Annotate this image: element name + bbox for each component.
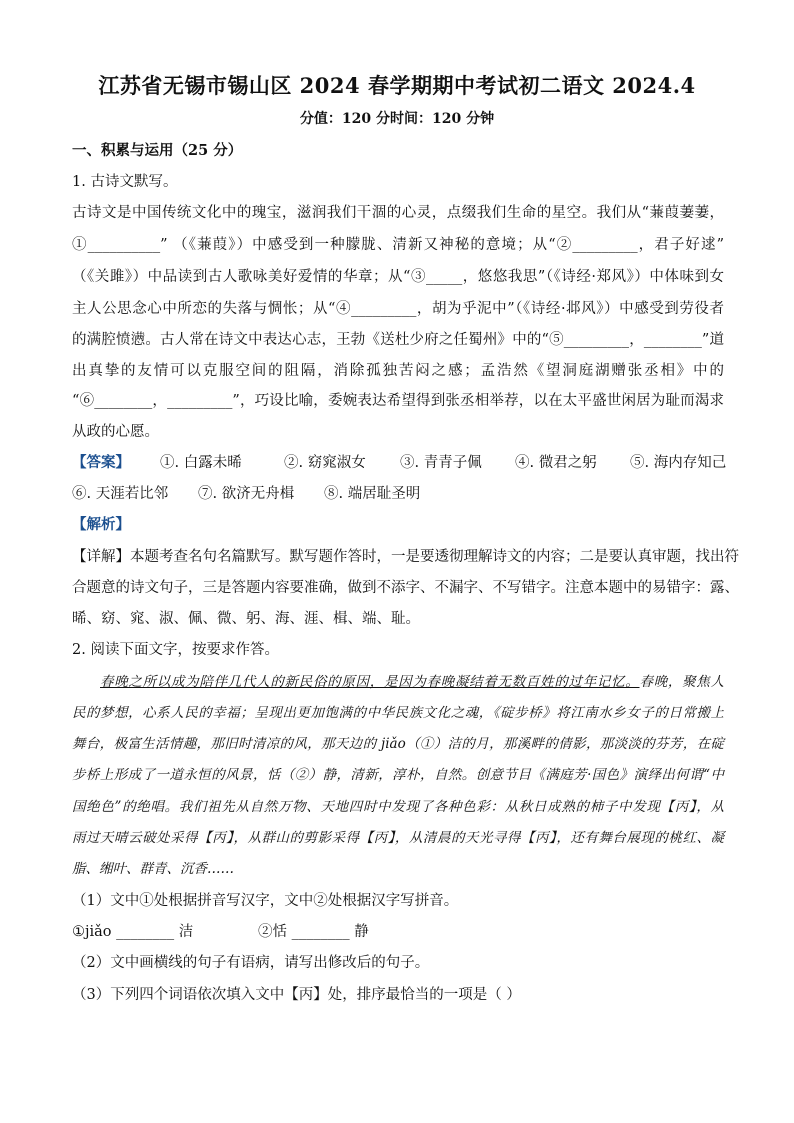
q1-text-line: 从政的心愿。 (72, 424, 159, 440)
answer-row-2 (72, 484, 724, 504)
answer-item: ②. 窈窕淑女 (284, 455, 366, 471)
passage-line: 雨过天晴云破处采得【丙】，从群山的剪影采得【丙】，从清晨的天光寻得【丙】，还有舞台展现的桃红、凝 (72, 830, 724, 846)
passage-line: 脂、缃叶、群青、沉香…… (72, 861, 234, 877)
detail-line: 合题意的诗文句子，三是答题内容要准确，做到不添字、不漏字、不写错字。注意本题中的易错字：露、 (72, 580, 739, 596)
sub-question-3: （3）下列四个词语依次填入文中【丙】处，排序最恰当的一项是（ ） (72, 987, 521, 1003)
passage-line: 国绝色”的绝唱。我们祖先从自然万物、天地四时中发现了各种色彩：从秋日成熟的柿子中发现【丙】，从 (72, 799, 724, 815)
answer-item: ⑤. 海内存知己 (630, 455, 727, 471)
score-time-info: 分值：120 分时间：120 分钟 (299, 111, 495, 127)
answer-item: ①. 白露未晞 (160, 455, 242, 471)
question-2-prompt: 2. 阅读下面文字，按要求作答。 (72, 642, 279, 658)
detail-line: 晞、窈、窕、淑、佩、微、躬、海、涯、楫、端、耻。 (72, 611, 420, 627)
detail-line: 【详解】本题考查名句名篇默写。默写题作答时，一是要透彻理解诗文的内容；二是要认真审题，找出符 (72, 549, 739, 565)
q1-text-line: 主人公思念心中所恋的失落与惆怅；从“④_________，胡为乎泥中”（《诗经·邶风》）中感受到劳役者 (72, 301, 724, 317)
q1-text-line: 古诗文是中国传统文化中的瑰宝，滋润我们干涸的心灵，点缀我们生命的星空。我们从“蒹葭萋萋， (72, 205, 724, 221)
answer-item: ⑧. 端居耻圣明 (324, 486, 421, 502)
question-1-prompt: 1. 古诗文默写。 (72, 174, 178, 190)
answer-label: 【答案】 (72, 454, 130, 471)
document-title: 江苏省无锡市锡山区 2024 春学期期中考试初二语文 2024.4 (98, 73, 696, 98)
passage-line (72, 672, 724, 692)
q1-text-line: 的满腔愤懑。古人常在诗文中表达心志，王勃《送杜少府之任蜀州》中的“⑤_________，________”道 (72, 332, 724, 348)
q1-text-line: 出真挚的友情可以克服空间的阻隔，消除孤独苦闷之感；孟浩然《望洞庭湖赠张丞相》中的 (72, 363, 724, 379)
blank-1: ①jiǎo ________ 洁 (72, 924, 194, 940)
answer-item: ⑦. 欲济无舟楫 (198, 486, 295, 502)
blank-2: ②恬 ________ 静 (258, 924, 369, 940)
passage-line: 舞台，极富生活情趣，那旧时清凉的风，那天边的 jiǎo（①）洁的月，那溪畔的倩影，那淡淡的芬芳，在碇 (72, 736, 724, 752)
passage-underlined-sentence: 春晚之所以成为陪伴几代人的新民俗的原因，是因为春晚凝结着无数百姓的过年记忆。 (100, 674, 640, 690)
passage-text: 春晚，聚焦人 (639, 674, 725, 690)
passage-line: 步桥上形成了一道永恒的风景，恬（②）静，清新，淳朴，自然。创意节目《满庭芳·国色》演绎出何谓“中 (72, 767, 724, 783)
sub-question-1-blanks (72, 922, 724, 942)
sub-question-2: （2）文中画横线的句子有语病，请写出修改后的句子。 (72, 955, 430, 971)
sub-question-1: （1）文中①处根据拼音写汉字，文中②处根据汉字写拼音。 (72, 893, 459, 909)
q1-text-line: （《关雎》）中品读到古人歌咏美好爱情的华章；从“③_____，悠悠我思”（《诗经·郑风》）中体味到女 (72, 269, 724, 285)
section-heading: 一、积累与运用（25 分） (72, 142, 243, 159)
q1-text-line: “⑥________，_________”，巧设比喻，委婉表达希望得到张丞相举荐，以在太平盛世闲居为耻而渴求 (72, 393, 724, 409)
passage-line: 民的梦想，心系人民的幸福；呈现出更加饱满的中华民族文化之魂，《碇步桥》将江南水乡女子的日常搬上 (72, 705, 724, 721)
analysis-label: 【解析】 (72, 516, 130, 533)
answer-item: ③. 青青子佩 (400, 455, 482, 471)
answer-item: ⑥. 天涯若比邻 (72, 486, 169, 502)
q1-text-line: ①__________” （《蒹葭》）中感受到一种朦胧、清新又神秘的意境；从“②_________，君子好逑” (72, 237, 724, 253)
answer-row (72, 453, 727, 473)
answer-item: ④. 微君之躬 (515, 455, 597, 471)
